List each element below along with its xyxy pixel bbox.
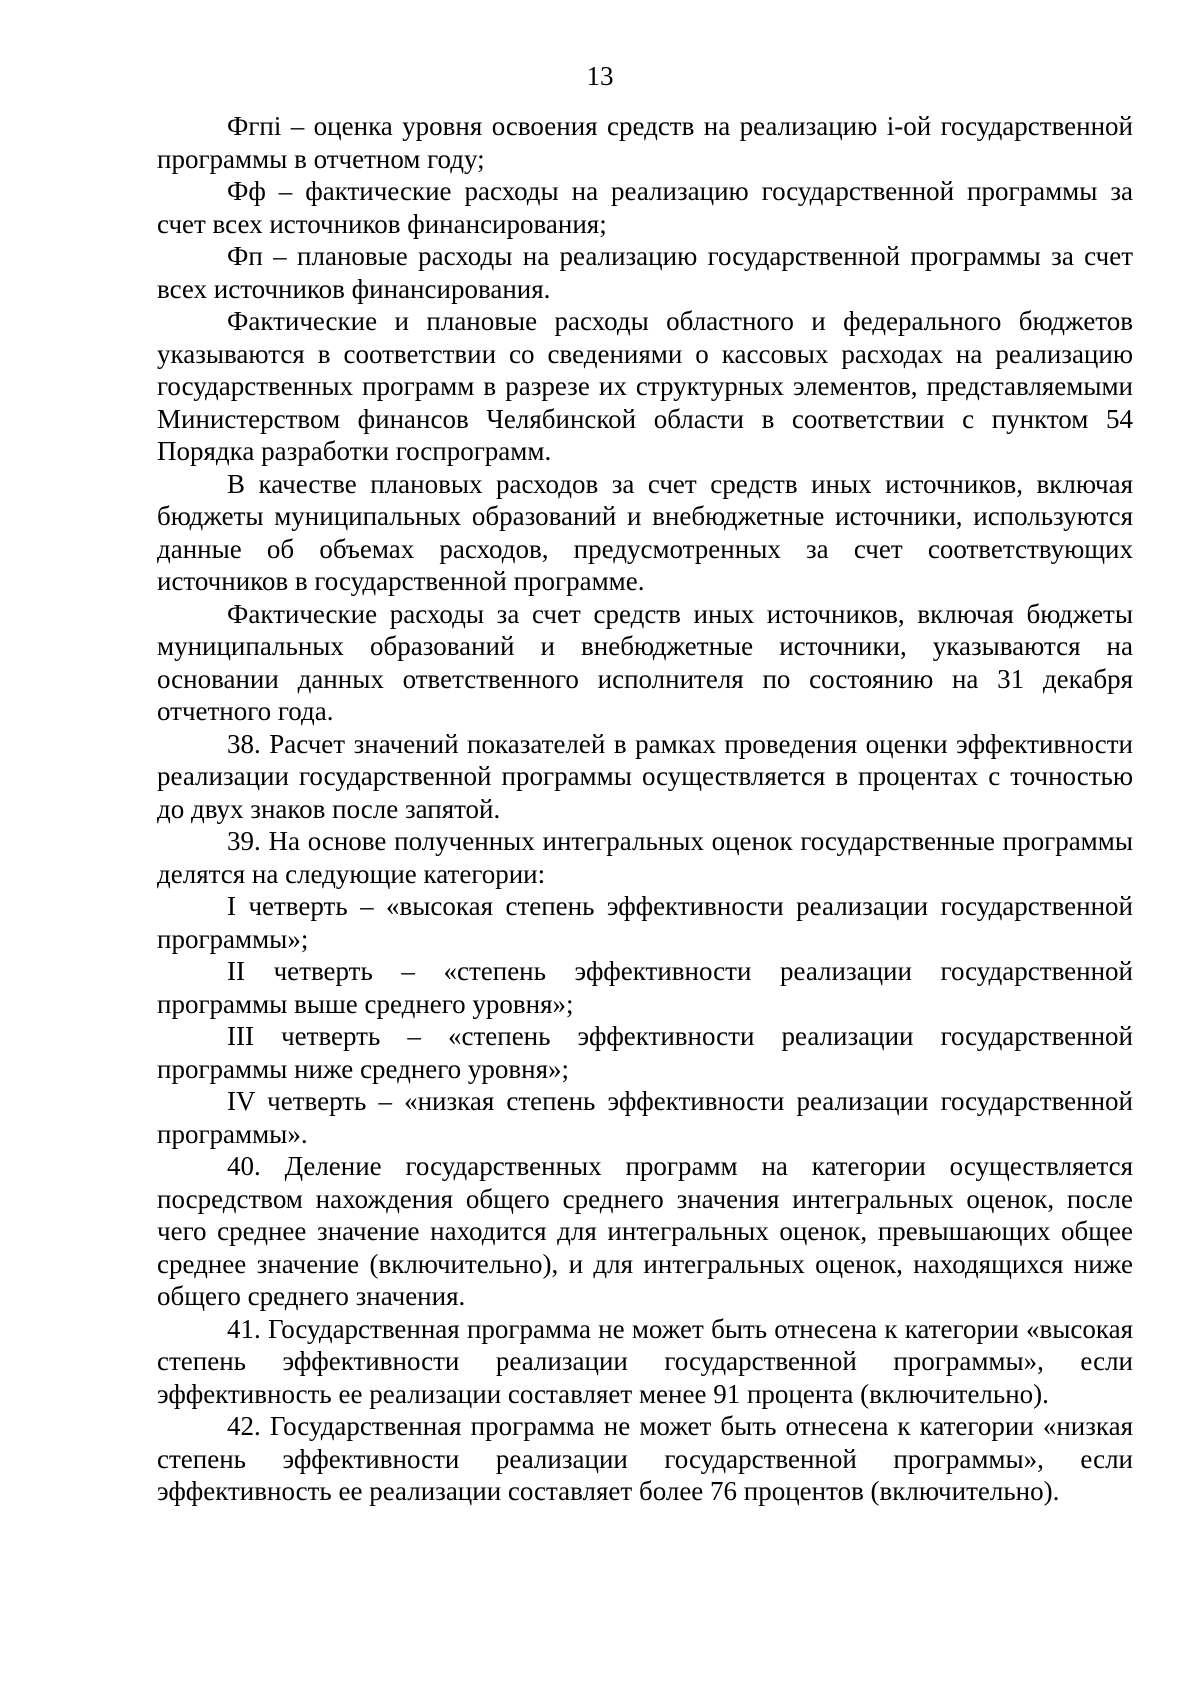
paragraph-ff-definition: Фф – фактические расходы на реализацию государственной программы за счет всех источников финансирования; [157, 176, 1133, 239]
paragraph-item-39: 39. На основе полученных интегральных оценок государственные программы делятся на следующие категории: [157, 826, 1133, 889]
paragraph-fp-definition: Фп – плановые расходы на реализацию государственной программы за счет всех источников финансирования. [157, 241, 1133, 304]
paragraph-budget-expenses: Фактические и плановые расходы областного и федерального бюджетов указываются в соответствии со сведениями о кассовых расходах на реализацию государственных программ в разрезе их структурных элементов, представляемыми Министерством финансов Челябинской области в соответствии с пунктом 54 Порядка разработки госпрограмм. [157, 306, 1133, 466]
paragraph-item-38: 38. Расчет значений показателей в рамках проведения оценки эффективности реализации государственной программы осуществляется в процентах с точностью до двух знаков после запятой. [157, 728, 1133, 824]
paragraph-planned-other-sources: В качестве плановых расходов за счет средств иных источников, включая бюджеты муниципальных образований и внебюджетные источники, используются данные об объемах расходов, предусмотренных за счет соответствующих источников в государственной программе. [157, 468, 1133, 596]
document-body [157, 110, 1133, 1508]
paragraph-quarter-2: II четверть – «степень эффективности реализации государственной программы выше среднего уровня»; [157, 956, 1133, 1019]
paragraph-actual-other-sources: Фактические расходы за счет средств иных источников, включая бюджеты муниципальных образований и внебюджетные источники, указываются на основании данных ответственного исполнителя по состоянию на 31 декабря отчетного года. [157, 598, 1133, 726]
paragraph-quarter-3: III четверть – «степень эффективности реализации государственной программы ниже среднего уровня»; [157, 1021, 1133, 1084]
page-number: 13 [586, 61, 614, 91]
paragraph-quarter-1: I четверть – «высокая степень эффективности реализации государственной программы»; [157, 891, 1133, 954]
paragraph-quarter-4: IV четверть – «низкая степень эффективности реализации государственной программы». [157, 1086, 1133, 1149]
paragraph-item-42: 42. Государственная программа не может быть отнесена к категории «низкая степень эффективности реализации государственной программы», если эффективность ее реализации составляет более 76 процентов (включительно). [157, 1411, 1133, 1506]
paragraph-item-41: 41. Государственная программа не может быть отнесена к категории «высокая степень эффективности реализации государственной программы», если эффективность ее реализации составляет менее 91 процента (включительно). [157, 1313, 1133, 1409]
paragraph-fgp-definition: Фгпi – оценка уровня освоения средств на реализацию i-ой государственной программы в отчетном году; [157, 111, 1133, 174]
paragraph-item-40: 40. Деление государственных программ на категории осуществляется посредством нахождения общего среднего значения интегральных оценок, после чего среднее значение находится для интегральных оценок, превышающих общее среднее значение (включительно), и для интегральных оценок, находящихся ниже общего среднего значения. [157, 1151, 1133, 1311]
